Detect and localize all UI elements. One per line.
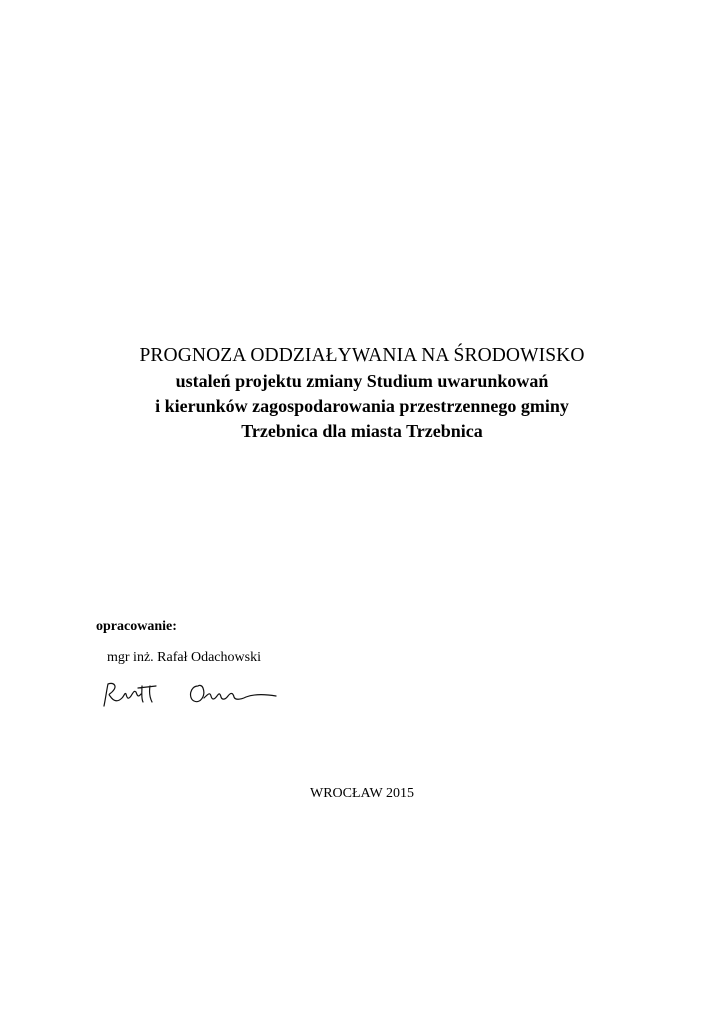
document-subtitle-line-1: ustaleń projektu zmiany Studium uwarunkowań (175, 371, 549, 391)
title-block (0, 343, 724, 444)
place-and-year: WROCŁAW 2015 (309, 786, 414, 801)
document-title: PROGNOZA ODDZIAŁYWANIA NA ŚRODOWISKO (139, 345, 585, 366)
document-subtitle-line-2: i kierunków zagospodarowania przestrzennego gminy (155, 396, 569, 416)
author-name: mgr inż. Rafał Odachowski (107, 650, 261, 665)
document-subtitle-line-3: Trzebnica dla miasta Trzebnica (241, 421, 483, 441)
prepared-by-label: opracowanie: (96, 619, 177, 634)
handwritten-signature (98, 676, 278, 716)
